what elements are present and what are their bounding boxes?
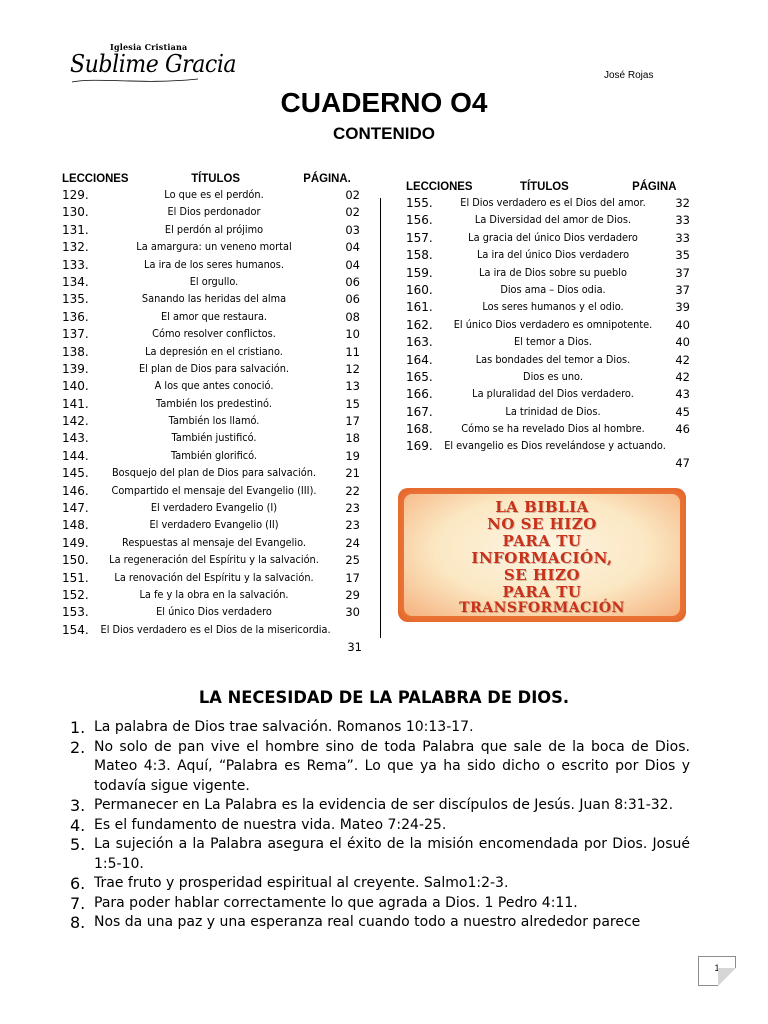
- toc-left-rows: [62, 187, 362, 654]
- toc-lesson-number: 142.: [62, 414, 89, 429]
- toc-header-titles: TÍTULOS: [191, 171, 240, 185]
- list-item-number: 4.: [70, 815, 86, 835]
- toc-left-header: [62, 171, 351, 187]
- toc-lesson-title: La regeneración del Espíritu y la salvación.: [109, 554, 319, 567]
- toc-row: [62, 344, 362, 361]
- page-number: 1: [714, 963, 720, 973]
- toc-page-number: 45: [675, 404, 690, 419]
- toc-lesson-title: El plan de Dios para salvación.: [138, 362, 290, 375]
- banner-line: PARA TU: [502, 532, 582, 550]
- toc-row: [62, 517, 362, 534]
- list-item: [70, 796, 690, 816]
- toc-lesson-number: 140.: [62, 379, 89, 394]
- toc-lesson-title: También los llamó.: [168, 415, 260, 428]
- toc-lesson-number: 137.: [62, 327, 89, 342]
- toc-page-number: 23: [345, 501, 360, 516]
- toc-row: [62, 378, 362, 395]
- list-item-text: Trae fruto y prosperidad espiritual al creyente. Salmo1:2-3.: [94, 875, 509, 891]
- toc-lesson-title: El verdadero Evangelio (I): [150, 502, 278, 515]
- toc-page-number: 02: [345, 205, 360, 220]
- author-name: José Rojas: [604, 70, 654, 81]
- toc-page-number: 22: [345, 483, 360, 498]
- toc-row: [62, 204, 362, 221]
- list-item: [70, 835, 690, 874]
- page-number-box: [698, 956, 736, 986]
- toc-row: [406, 299, 690, 316]
- toc-page-number: 04: [345, 257, 360, 272]
- toc-lesson-number: 158.: [406, 248, 433, 263]
- toc-header-page: PÁGINA: [632, 179, 677, 193]
- church-logo: [70, 42, 237, 88]
- toc-lesson-number: 129.: [62, 188, 89, 202]
- toc-page-number: 35: [675, 248, 690, 263]
- toc-lesson-title: La ira del único Dios verdadero: [476, 249, 630, 262]
- toc-lesson-number: 160.: [406, 282, 433, 297]
- toc-lesson-number: 149.: [62, 535, 89, 550]
- toc-lesson-number: 146.: [62, 483, 89, 498]
- toc-row: [406, 334, 690, 351]
- section-title: LA NECESIDAD DE LA PALABRA DE DIOS.: [198, 688, 570, 708]
- toc-lesson-number: 168.: [406, 422, 433, 437]
- toc-header-lessons: LECCIONES: [406, 179, 473, 193]
- toc-page-number: 33: [675, 230, 690, 245]
- toc-lesson-title: Dios ama – Dios odia.: [500, 283, 606, 296]
- toc-row: [406, 352, 690, 369]
- toc-page-number: 03: [345, 222, 360, 237]
- toc-row: [62, 430, 362, 447]
- list-item-text: La sujeción a la Palabra asegura el éxito de la misión encomendada por Dios. Josué 1:5-10.: [94, 836, 690, 872]
- toc-row: [62, 413, 362, 430]
- toc-lesson-title: Los seres humanos y el odio.: [482, 301, 624, 314]
- list-item-text: Nos da una paz y una esperanza real cuando todo a nuestro alrededor parece: [94, 914, 641, 930]
- toc-lesson-title: La ira de Dios sobre su pueblo: [479, 266, 627, 279]
- toc-lesson-title: Lo que es el perdón.: [164, 189, 264, 201]
- toc-page-number: 29: [345, 587, 360, 602]
- toc-lesson-number: 132.: [62, 240, 89, 255]
- toc-row: [406, 282, 690, 299]
- toc-lesson-title: Bosquejo del plan de Dios para salvación.: [111, 467, 317, 480]
- list-item-text: Para poder hablar correctamente lo que agrada a Dios. 1 Pedro 4:11.: [94, 894, 578, 911]
- toc-header-titles: TÍTULOS: [520, 179, 569, 193]
- toc-page-number: 24: [345, 535, 360, 550]
- list-item-number: 2.: [70, 737, 86, 757]
- toc-page-number: 37: [675, 282, 690, 297]
- toc-lesson-title: El único Dios verdadero es omnipotente.: [453, 318, 653, 331]
- toc-row: [62, 291, 362, 308]
- toc-row: [406, 265, 690, 282]
- toc-lesson-title: El amor que restaura.: [160, 310, 268, 323]
- toc-row: [406, 247, 690, 264]
- toc-row: [406, 404, 690, 421]
- toc-lesson-title: La gracia del único Dios verdadero: [468, 231, 638, 244]
- toc-lesson-title: El Dios perdonador: [167, 206, 261, 219]
- toc-page-number: 02: [345, 188, 360, 202]
- toc-lesson-number: 161.: [406, 300, 433, 315]
- toc-row: [406, 386, 690, 403]
- toc-page-number: 33: [675, 213, 690, 228]
- toc-row: [62, 309, 362, 326]
- toc-lesson-title: También justificó.: [171, 432, 257, 445]
- toc-page-number: 39: [675, 300, 690, 315]
- toc-lesson-number: 152.: [62, 587, 89, 602]
- toc-lesson-number: 141.: [62, 396, 89, 411]
- toc-row: [62, 570, 362, 587]
- toc-lesson-title: Sanando las heridas del alma: [141, 293, 287, 306]
- toc-row: [62, 257, 362, 274]
- toc-header-page: PÁGINA.: [303, 171, 351, 185]
- toc-row: [406, 230, 690, 247]
- toc-lesson-number: 159.: [406, 265, 433, 280]
- toc-page-number: 46: [675, 422, 690, 437]
- toc-lesson-number: 156.: [406, 213, 433, 228]
- toc-row: [62, 500, 362, 517]
- toc-page-number: 06: [345, 274, 360, 289]
- list-item-number: 3.: [70, 796, 86, 815]
- banner-line: SE HIZO: [503, 566, 581, 584]
- toc-lesson-number: 147.: [62, 501, 89, 516]
- toc-row: [406, 369, 690, 386]
- toc-lesson-number: 134.: [62, 274, 89, 289]
- toc-row: [62, 587, 362, 604]
- toc-page-number: 40: [675, 335, 690, 350]
- list-item-number: 5.: [70, 835, 86, 854]
- toc-page-number: 12: [345, 361, 360, 376]
- list-item: [70, 816, 690, 836]
- toc-row: [62, 552, 362, 569]
- toc-lesson-number: 157.: [406, 230, 433, 245]
- toc-row: [406, 438, 690, 471]
- toc-lesson-title: Las bondades del temor a Dios.: [475, 353, 631, 366]
- banner-line: TRANSFORMACIÓN: [459, 600, 625, 616]
- toc-lesson-title: También los predestinó.: [156, 397, 272, 410]
- list-item: [70, 738, 690, 797]
- toc-row: [62, 448, 362, 465]
- toc-row: [62, 239, 362, 256]
- banner-line: NO SE HIZO: [487, 515, 597, 533]
- toc-lesson-title: Compartido el mensaje del Evangelio (III).: [111, 484, 317, 497]
- toc-page-number: 04: [345, 240, 360, 255]
- toc-lesson-number: 144.: [62, 448, 89, 463]
- toc-lesson-number: 150.: [62, 553, 89, 568]
- toc-page-number: 40: [675, 317, 690, 332]
- list-item-text: No solo de pan vive el hombre sino de toda Palabra que sale de la boca de Dios. Mateo 4:3. Aquí, “Palabra es Rema”. Lo que ya ha sido dicho o escrito por Dios y todavía sigue vigente.: [94, 738, 690, 794]
- toc-lesson-title: El Dios verdadero es el Dios del amor.: [460, 197, 646, 209]
- toc-lesson-number: 165.: [406, 369, 433, 384]
- logo-small-text: Iglesia Cristiana: [110, 42, 188, 52]
- toc-lesson-number: 131.: [62, 222, 89, 237]
- column-divider: [380, 198, 381, 638]
- toc-lesson-number: 145.: [62, 466, 89, 481]
- toc-right-rows: [406, 195, 690, 471]
- list-item-number: 1.: [70, 718, 86, 737]
- bible-quote-banner: [398, 488, 686, 622]
- toc-page-number: 15: [345, 396, 360, 411]
- list-item-number: 7.: [70, 893, 86, 913]
- list-item: [70, 894, 690, 914]
- toc-lesson-number: 138.: [62, 344, 89, 359]
- toc-lesson-number: 151.: [62, 570, 89, 585]
- toc-lesson-number: 133.: [62, 257, 89, 272]
- toc-page-number: 21: [345, 466, 360, 481]
- list-item-text: Es el fundamento de nuestra vida. Mateo 7:24-25.: [94, 816, 447, 833]
- page-subtitle: CONTENIDO: [333, 124, 435, 143]
- toc-page-number: 13: [345, 379, 360, 394]
- toc-lesson-number: 169.: [406, 439, 433, 454]
- toc-lesson-number: 130.: [62, 205, 89, 220]
- list-item: [70, 718, 690, 738]
- toc-page-number: 31: [347, 639, 362, 654]
- toc-lesson-number: 135.: [62, 292, 89, 307]
- toc-header-lessons: LECCIONES: [62, 171, 129, 185]
- list-item: [70, 874, 690, 894]
- page-curl-icon: [718, 968, 736, 986]
- toc-row: [62, 465, 362, 482]
- toc-page-number: 32: [675, 196, 690, 210]
- toc-row: [406, 195, 690, 212]
- toc-page-number: 06: [345, 292, 360, 307]
- toc-lesson-title: La depresión en el cristiano.: [145, 345, 283, 358]
- toc-lesson-number: 143.: [62, 431, 89, 446]
- toc-lesson-number: 139.: [62, 361, 89, 376]
- toc-row: [62, 326, 362, 343]
- toc-lesson-number: 164.: [406, 352, 433, 367]
- list-item-number: 8.: [70, 913, 86, 932]
- toc-page-number: 37: [675, 265, 690, 280]
- toc-lesson-number: 167.: [406, 404, 433, 419]
- toc-left: [62, 171, 362, 654]
- toc-page-number: 30: [345, 605, 360, 620]
- banner-line: LA BIBLIA: [495, 498, 589, 516]
- toc-row: [62, 483, 362, 500]
- toc-page-number: 17: [345, 570, 360, 585]
- toc-page-number: 42: [675, 369, 690, 384]
- toc-lesson-title: El orgullo.: [189, 275, 239, 288]
- toc-lesson-title: La ira de los seres humanos.: [144, 258, 284, 271]
- list-item: [70, 913, 690, 933]
- toc-lesson-title: La pluralidad del Dios verdadero.: [472, 388, 634, 401]
- toc-lesson-title: El temor a Dios.: [514, 336, 592, 349]
- toc-row: [406, 317, 690, 334]
- toc-lesson-title: La Diversidad del amor de Dios.: [474, 214, 632, 227]
- toc-page-number: 17: [345, 414, 360, 429]
- toc-row: [62, 396, 362, 413]
- toc-lesson-number: 163.: [406, 335, 433, 350]
- toc-lesson-title: El evangelio es Dios revelándose y actuando.: [444, 440, 666, 453]
- logo-script-text: Sublime Gracia: [70, 50, 237, 78]
- toc-page-number: 25: [345, 553, 360, 568]
- toc-lesson-title: El perdón al prójimo: [164, 223, 264, 236]
- list-item-number: 6.: [70, 874, 86, 893]
- toc-row: [62, 187, 362, 204]
- toc-lesson-title: La trinidad de Dios.: [505, 405, 601, 418]
- toc-page-number: 47: [675, 456, 690, 471]
- list-item-text: La palabra de Dios trae salvación. Romanos 10:13-17.: [94, 719, 474, 735]
- logo-swash-icon: [70, 76, 200, 86]
- toc-page-number: 19: [345, 448, 360, 463]
- toc-row: [62, 222, 362, 239]
- toc-lesson-number: 153.: [62, 605, 89, 620]
- toc-row: [406, 212, 690, 229]
- toc-lesson-title: A los que antes conoció.: [154, 380, 274, 393]
- toc-right: [406, 179, 690, 471]
- toc-row: [62, 361, 362, 378]
- toc-lesson-title: El verdadero Evangelio (II): [149, 519, 279, 532]
- banner-line: INFORMACIÓN,: [471, 549, 613, 567]
- toc-lesson-number: 148.: [62, 518, 89, 533]
- toc-row: [406, 421, 690, 438]
- toc-lesson-number: 136.: [62, 309, 89, 324]
- toc-lesson-title: La fe y la obra en la salvación.: [139, 588, 289, 601]
- toc-lesson-number: 154.: [62, 622, 89, 637]
- toc-lesson-title: Respuestas al mensaje del Evangelio.: [121, 536, 307, 549]
- toc-lesson-title: El único Dios verdadero: [156, 606, 272, 619]
- toc-page-number: 43: [675, 387, 690, 402]
- toc-lesson-number: 155.: [406, 196, 433, 210]
- toc-lesson-title: Cómo resolver conflictos.: [152, 328, 276, 341]
- toc-lesson-title: El Dios verdadero es el Dios de la misericordia.: [100, 623, 331, 636]
- toc-page-number: 23: [345, 518, 360, 533]
- toc-lesson-title: También glorificó.: [170, 449, 258, 462]
- page-title: CUADERNO O4: [280, 87, 488, 118]
- toc-row: [62, 604, 362, 621]
- toc-row: [62, 535, 362, 552]
- toc-lesson-number: 162.: [406, 317, 433, 332]
- toc-right-header: [406, 179, 676, 195]
- toc-lesson-title: Cómo se ha revelado Dios al hombre.: [461, 423, 645, 436]
- toc-page-number: 08: [345, 309, 360, 324]
- toc-page-number: 10: [345, 327, 360, 342]
- toc-lesson-title: La renovación del Espíritu y la salvación.: [114, 571, 314, 584]
- toc-lesson-number: 166.: [406, 387, 433, 402]
- toc-page-number: 18: [345, 431, 360, 446]
- toc-row: [62, 274, 362, 291]
- toc-lesson-title: La amargura: un veneno mortal: [136, 241, 292, 254]
- banner-line: PARA TU: [502, 583, 582, 601]
- list-item-text: Permanecer en La Palabra es la evidencia de ser discípulos de Jesús. Juan 8:31-32.: [94, 797, 674, 813]
- toc-page-number: 11: [345, 344, 360, 359]
- toc-row: [62, 622, 362, 654]
- toc-lesson-title: Dios es uno.: [523, 370, 583, 383]
- toc-page-number: 42: [675, 352, 690, 367]
- necessity-list: [70, 718, 690, 933]
